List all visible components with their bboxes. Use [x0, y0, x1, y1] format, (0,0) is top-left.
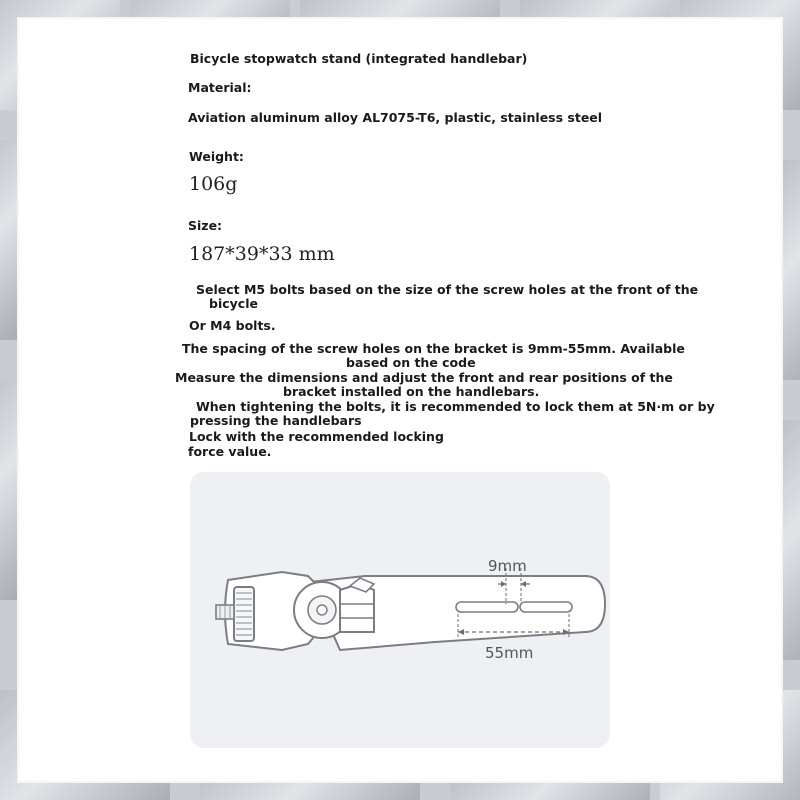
screw-slot-front	[520, 602, 572, 612]
bracket-diagram	[190, 472, 610, 748]
dimension-9mm-label: 9mm	[488, 557, 527, 575]
weight-value: 106g	[189, 173, 238, 195]
screw-slot-rear	[456, 602, 518, 612]
bolts-note-line1: Select M5 bolts based on the size of the screw holes at the front of the	[196, 282, 699, 297]
size-value: 187*39*33 mm	[189, 243, 335, 265]
bolts-note-line2: bicycle	[209, 296, 258, 311]
measure-note-line1: Measure the dimensions and adjust the front and rear positions of the	[175, 370, 673, 385]
product-title: Bicycle stopwatch stand (integrated handlebar)	[190, 51, 528, 66]
dimension-55mm-label: 55mm	[485, 644, 534, 662]
material-label: Material:	[188, 80, 252, 95]
tighten-note-line2: pressing the handlebars	[190, 413, 362, 428]
bracket-drawing	[190, 472, 610, 748]
lock-note-line1: Lock with the recommended locking	[189, 429, 444, 444]
knurled-knob	[234, 587, 254, 641]
bolts-note-line3: Or M4 bolts.	[189, 318, 276, 333]
tighten-note-line1: When tightening the bolts, it is recommended to lock them at 5N·m or by	[196, 399, 715, 414]
clamp-block	[340, 584, 374, 632]
spacing-note-line2: based on the code	[346, 355, 476, 370]
weight-label: Weight:	[189, 149, 244, 164]
lock-note-line2: force value.	[188, 444, 272, 459]
material-value: Aviation aluminum alloy AL7075-T6, plastic, stainless steel	[188, 110, 603, 125]
size-label: Size:	[188, 218, 223, 233]
spacing-note-line1: The spacing of the screw holes on the bracket is 9mm-55mm. Available	[182, 341, 685, 356]
measure-note-line2: bracket installed on the handlebars.	[283, 384, 540, 399]
